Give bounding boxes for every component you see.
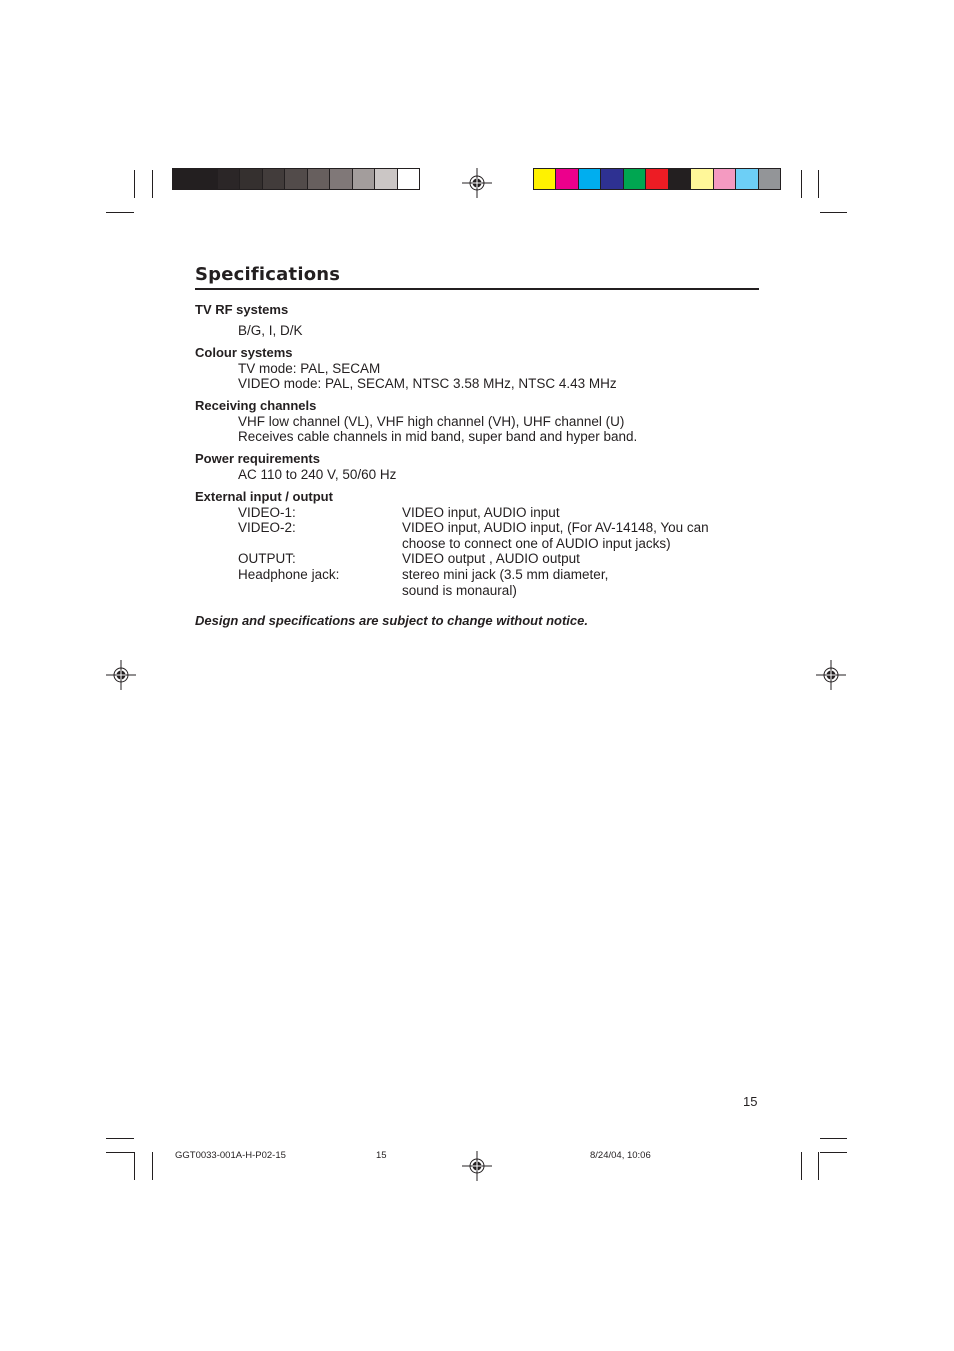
spec-row-label: Headphone jack: xyxy=(238,566,340,582)
registration-mark-icon xyxy=(106,660,136,690)
crop-mark xyxy=(106,1152,134,1153)
color-calibration-bar xyxy=(533,168,781,190)
title-underline xyxy=(195,288,759,290)
spec-row-label: VIDEO-2: xyxy=(238,520,296,536)
color-swatch xyxy=(646,169,668,189)
color-swatch xyxy=(263,169,285,189)
registration-mark-icon xyxy=(816,660,846,690)
footer-date: 8/24/04, 10:06 xyxy=(590,1150,651,1161)
color-swatch xyxy=(556,169,578,189)
spec-section-power xyxy=(195,451,755,482)
registration-mark-icon xyxy=(462,168,492,198)
color-swatch xyxy=(624,169,646,189)
crop-mark xyxy=(134,1152,135,1180)
color-swatch xyxy=(601,169,623,189)
spec-line: VIDEO mode: PAL, SECAM, NTSC 3.58 MHz, NTSC 4.43 MHz xyxy=(238,376,617,392)
spec-row-value: VIDEO input, AUDIO input, (For AV-14148, You can xyxy=(402,520,709,536)
spec-row xyxy=(238,505,755,521)
section-heading: Receiving channels xyxy=(195,398,317,413)
footer-page: 15 xyxy=(376,1150,387,1161)
color-swatch xyxy=(195,169,217,189)
spec-row-value: choose to connect one of AUDIO input jacks) xyxy=(402,535,671,551)
spec-row-value: VIDEO output , AUDIO output xyxy=(402,551,580,567)
crop-mark xyxy=(152,170,153,198)
spec-section-tv-rf xyxy=(195,302,755,338)
color-swatch xyxy=(353,169,375,189)
color-swatch xyxy=(398,169,419,189)
color-swatch xyxy=(669,169,691,189)
color-swatch xyxy=(308,169,330,189)
color-swatch xyxy=(330,169,352,189)
spec-section-receiving xyxy=(195,398,755,445)
color-swatch xyxy=(714,169,736,189)
section-heading: External input / output xyxy=(195,489,333,504)
crop-mark xyxy=(820,1152,847,1153)
color-swatch xyxy=(759,169,780,189)
footer-file-id: GGT0033-001A-H-P02-15 xyxy=(175,1150,286,1161)
spec-row-label: VIDEO-1: xyxy=(238,504,296,520)
change-notice: Design and specifications are subject to change without notice. xyxy=(195,613,588,628)
color-swatch xyxy=(285,169,307,189)
color-swatch xyxy=(218,169,240,189)
color-swatch xyxy=(534,169,556,189)
registration-mark-icon xyxy=(462,1151,492,1181)
crop-mark xyxy=(820,212,847,213)
section-heading: TV RF systems xyxy=(195,302,289,317)
spec-line: AC 110 to 240 V, 50/60 Hz xyxy=(238,466,397,482)
color-swatch xyxy=(375,169,397,189)
spec-line: TV mode: PAL, SECAM xyxy=(238,360,381,376)
crop-mark xyxy=(152,1152,153,1180)
crop-mark xyxy=(801,170,802,198)
spec-line: B/G, I, D/K xyxy=(238,322,303,338)
color-swatch xyxy=(240,169,262,189)
color-swatch xyxy=(691,169,713,189)
crop-mark xyxy=(801,1152,802,1180)
spec-row-value: VIDEO input, AUDIO input xyxy=(402,504,560,520)
crop-mark xyxy=(820,1138,847,1139)
section-heading: Power requirements xyxy=(195,451,320,466)
spec-row-label: OUTPUT: xyxy=(238,551,296,567)
color-swatch xyxy=(173,169,195,189)
page-title: Specifications xyxy=(195,264,341,285)
crop-mark xyxy=(106,212,134,213)
crop-mark xyxy=(818,1152,819,1180)
color-swatch xyxy=(579,169,601,189)
color-swatch xyxy=(736,169,758,189)
spec-row xyxy=(238,551,755,567)
section-heading: Colour systems xyxy=(195,345,293,360)
spec-row-value: sound is monaural) xyxy=(402,582,517,598)
crop-mark xyxy=(134,170,135,198)
spec-section-colour xyxy=(195,345,755,392)
grayscale-calibration-bar xyxy=(172,168,420,190)
page-number: 15 xyxy=(743,1094,758,1109)
spec-section-external xyxy=(195,489,755,598)
spec-line: VHF low channel (VL), VHF high channel (VH), UHF channel (U) xyxy=(238,413,625,429)
spec-row xyxy=(238,520,755,551)
crop-mark xyxy=(818,170,819,198)
spec-row-value: stereo mini jack (3.5 mm diameter, xyxy=(402,566,609,582)
spec-row xyxy=(238,567,755,598)
spec-line: Receives cable channels in mid band, super band and hyper band. xyxy=(238,429,638,445)
crop-mark xyxy=(106,1138,134,1139)
